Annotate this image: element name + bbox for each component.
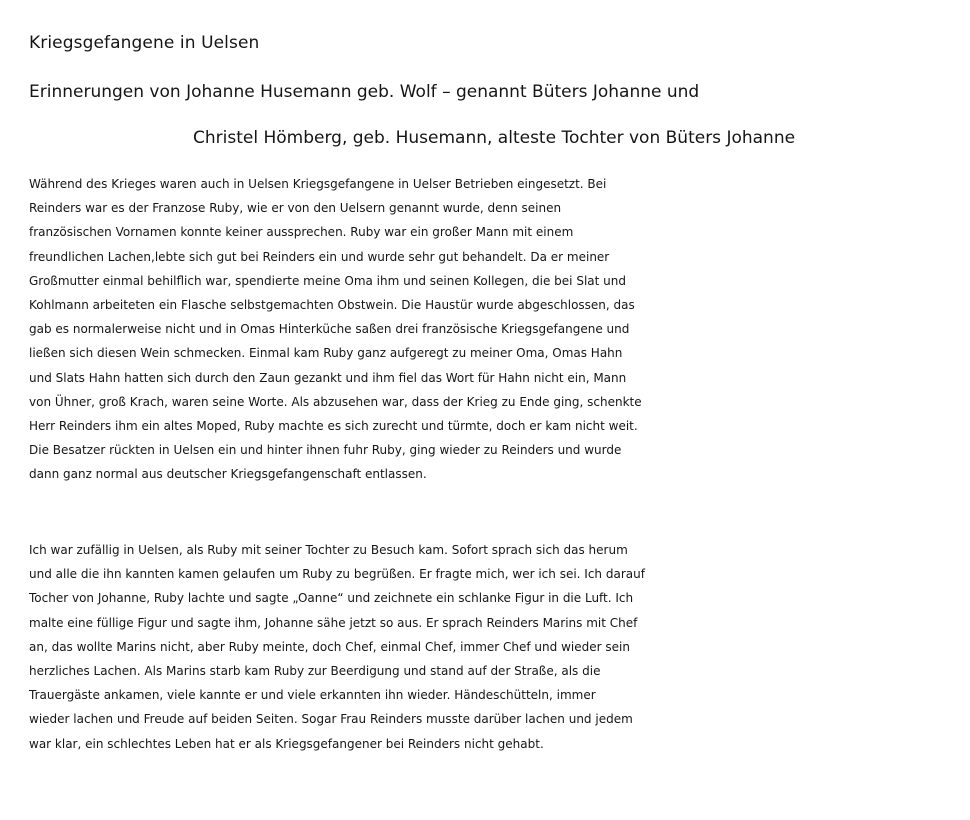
document-subtitle-line-1: Erinnerungen von Johanne Husemann geb. Wolf – genannt Büters Johanne und [29, 82, 700, 102]
text-line: Während des Krieges waren auch in Uelsen Kriegsgefangene in Uelser Betrieben eingesetzt. Bei [29, 177, 607, 191]
text-line: wieder lachen und Freude auf beiden Seiten. Sogar Frau Reinders musste darüber lachen und jedem [29, 712, 633, 727]
text-line: Tocher von Johanne, Ruby lachte und sagte „Oanne“ und zeichnete ein schlanke Figur in die Luft. Ich [29, 591, 634, 606]
text-line: Herr Reinders ihm ein altes Moped, Ruby machte es sich zurecht und türmte, doch er kam nicht weit. [29, 419, 638, 434]
document-subtitle-line-2: Christel Hömberg, geb. Husemann, alteste Tochter von Büters Johanne [193, 128, 796, 148]
text-line: herzliches Lachen. Als Marins starb kam Ruby zur Beerdigung und stand auf der Straße, als die [29, 664, 601, 679]
paragraph-1 [29, 172, 959, 487]
text-line: gab es normalerweise nicht und in Omas Hinterküche saßen drei französische Kriegsgefangene und [29, 322, 630, 337]
text-line: und alle die ihn kannten kamen gelaufen um Ruby zu begrüßen. Er fragte mich, wer ich sei. Ich darauf [29, 567, 645, 582]
text-line: Trauergäste ankamen, viele kannte er und viele erkannten ihn wieder. Händeschütteln, immer [29, 688, 596, 703]
text-line: Reinders war es der Franzose Ruby, wie er von den Uelsern genannt wurde, denn seinen [29, 201, 562, 216]
text-line: von Ühner, groß Krach, waren seine Worte. Als abzusehen war, dass der Krieg zu Ende ging, schenkte [29, 394, 642, 409]
text-line: an, das wollte Marins nicht, aber Ruby meinte, doch Chef, einmal Chef, immer Chef und wieder sein [29, 639, 630, 654]
text-line: war klar, ein schlechtes Leben hat er als Kriegsgefangener bei Reinders nicht gehabt. [29, 736, 544, 751]
text-line: und Slats Hahn hatten sich durch den Zaun gezankt und ihm fiel das Wort für Hahn nicht ein, Mann [29, 370, 627, 385]
text-line: Großmutter einmal behilflich war, spendierte meine Oma ihm und seinen Kollegen, die bei Slat und [29, 273, 626, 288]
text-line: malte eine füllige Figur und sagte ihm, Johanne sähe jetzt so aus. Er sprach Reinders Marins mit Chef [29, 615, 638, 630]
text-line: französischen Vornamen konnte keiner aussprechen. Ruby war ein großer Mann mit einem [29, 225, 574, 240]
text-line: Ich war zufällig in Uelsen, als Ruby mit seiner Tochter zu Besuch kam. Sofort sprach sich das herum [29, 543, 628, 557]
text-line: ließen sich diesen Wein schmecken. Einmal kam Ruby ganz aufgeregt zu meiner Oma, Omas Hahn [29, 346, 623, 361]
text-line: freundlichen Lachen,lebte sich gut bei Reinders ein und wurde sehr gut behandelt. Da er meiner [29, 249, 610, 264]
text-line: Die Besatzer rückten in Uelsen ein und hinter ihnen fuhr Ruby, ging wieder zu Reinders und wurde [29, 443, 622, 458]
text-line: Kohlmann arbeiteten ein Flasche selbstgemachten Obstwein. Die Haustür wurde abgeschlossen, das [29, 298, 635, 313]
document-title: Kriegsgefangene in Uelsen [29, 33, 260, 53]
paragraph-2 [29, 538, 959, 756]
text-line: dann ganz normal aus deutscher Kriegsgefangenschaft entlassen. [29, 467, 427, 482]
